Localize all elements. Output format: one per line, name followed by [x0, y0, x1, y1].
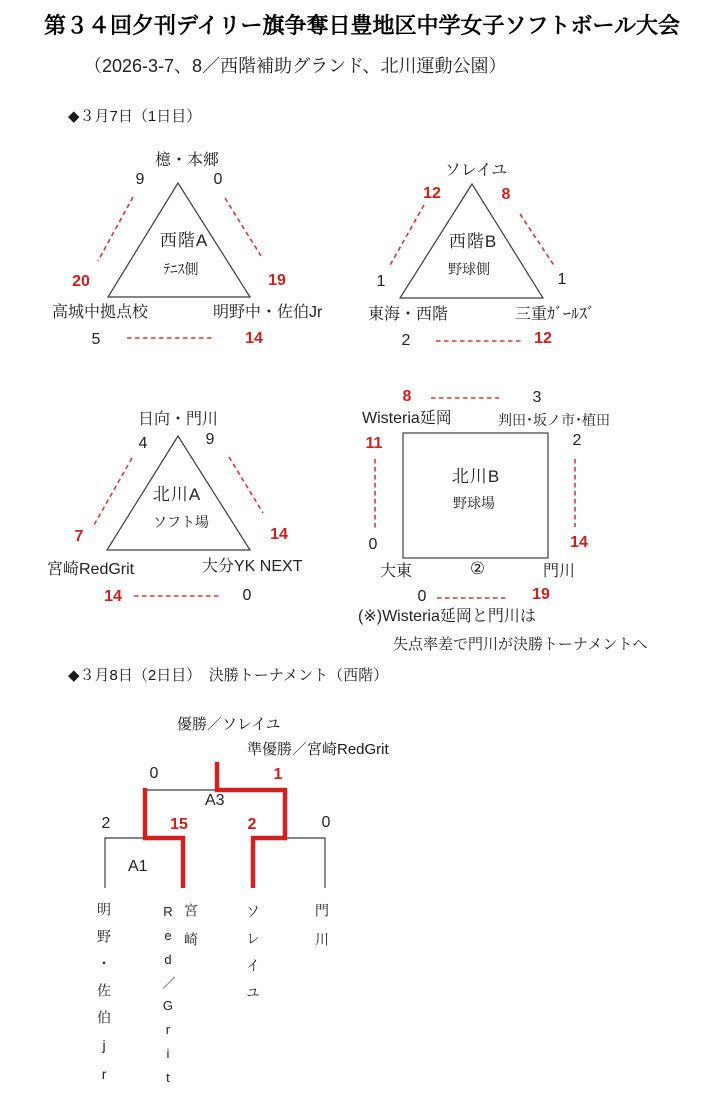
group-d-score-br-vs-tr: 14: [570, 534, 588, 551]
group-b-score-left-vs-top: 1: [376, 273, 386, 290]
group-c-score-top-vs-right: 9: [205, 431, 215, 448]
group-a-field: ﾃﾆｽ側: [163, 261, 199, 277]
bracket-team1-label: 明野・佐伯jr: [96, 902, 113, 1095]
group-a-score-right-vs-top: 19: [268, 272, 286, 289]
day1-heading: ◆３月7日（1日目）: [68, 108, 202, 125]
group-d-score-tr-vs-br: 2: [572, 432, 582, 449]
group-d-game-number: ②: [469, 559, 487, 578]
bracket-team2-latin-label: Red／Grit: [160, 904, 176, 1094]
semifinal-right-score2: 0: [321, 814, 331, 831]
page-title: 第３４回夕刊デイリー旗争奪日豊地区中学女子ソフトボール大会: [44, 13, 681, 38]
day2-heading: ◆３月8日（2日目） 決勝トーナメント（西階）: [68, 667, 389, 684]
group-a-team-left: 高城中拠点校: [52, 304, 149, 321]
group-c-name: 北川A: [152, 485, 202, 504]
group-d-team-bottom-right: 門川: [543, 563, 576, 580]
group-a-team-right: 明野中・佐伯Jr: [213, 304, 323, 321]
bracket-team2-kanji-label: 宮崎: [183, 903, 200, 961]
bracket-winner-path-runnerup: [145, 788, 183, 888]
bracket-team4-label: 門川: [314, 903, 331, 961]
group-a-score-top-vs-left: 9: [135, 171, 145, 188]
group-d-team-top-right: 判田･坂ノ市･植田: [498, 412, 610, 428]
group-b-score-left-vs-right: 2: [401, 332, 411, 349]
group-d-field: 野球場: [453, 495, 495, 511]
group-d-score-tl-vs-tr: 8: [402, 388, 412, 405]
group-b-match-line-right: [520, 214, 555, 267]
group-b-field: 野球側: [448, 261, 490, 277]
group-a-team-top: 檍・本郷: [154, 152, 220, 169]
group-a-score-left-vs-right: 5: [91, 331, 101, 348]
group-c-team-top: 日向・門川: [137, 411, 219, 428]
group-a-match-line-right: [225, 198, 261, 256]
group-c-score-left-vs-top: 7: [74, 528, 84, 545]
group-c-score-top-vs-left: 4: [138, 435, 148, 452]
group-a-match-line-left: [98, 197, 133, 261]
group-d-score-bl-vs-tl: 0: [368, 536, 378, 553]
final-left-score: 0: [149, 765, 159, 782]
final-match-label: A3: [205, 792, 225, 809]
group-d-team-bottom-left: 大東: [380, 563, 413, 580]
semifinal-right-score1: 2: [247, 816, 257, 833]
group-a-score-top-vs-right: 0: [213, 171, 223, 188]
group-b-name: 西階B: [448, 232, 498, 251]
group-b-score-top-vs-left: 12: [423, 185, 441, 202]
group-c-match-line-left: [94, 458, 132, 525]
champion-label: 優勝／ソレイユ: [177, 716, 281, 733]
group-c-field: ソフト場: [153, 514, 209, 530]
group-b-team-top: ソレイユ: [444, 162, 508, 179]
group-b-score-top-vs-right: 8: [501, 186, 511, 203]
group-c-score-right-vs-top: 14: [270, 526, 288, 543]
group-b-team-right: 三重ｶﾞｰﾙｽﾞ: [515, 306, 596, 323]
group-d-name: 北川B: [451, 467, 501, 486]
semifinal-left-score1: 2: [101, 815, 111, 832]
group-c-score-left-vs-right: 14: [104, 588, 122, 605]
group-c-match-line-right: [229, 457, 263, 513]
group-c-score-right-vs-left: 0: [242, 587, 252, 604]
group-d-score-tl-vs-bl: 11: [365, 435, 383, 452]
semifinal-left-label: A1: [128, 858, 148, 875]
tiebreak-note-line2: 失点率差で門川が決勝トーナメントへ: [393, 636, 648, 653]
group-b-score-right-vs-left: 12: [534, 330, 552, 347]
tournament-subtitle: （2026-3-7、8／西階補助グランド、北川運動公園）: [84, 56, 507, 76]
tiebreak-note-line1: (※)Wisteria延岡と門川は: [358, 608, 536, 625]
group-d-score-tr-vs-tl: 3: [532, 389, 542, 406]
bracket-team3-label: ソレイユ: [245, 904, 262, 1012]
bracket-line-team4: [285, 838, 325, 888]
group-d-score-bl-vs-br: 0: [417, 588, 427, 605]
runner-up-label: 準優勝／宮崎RedGrit: [247, 741, 389, 758]
group-d-team-top-left: Wisteria延岡: [362, 410, 452, 427]
group-b-team-left: 東海・西階: [368, 306, 449, 323]
group-a-score-left-vs-top: 20: [72, 273, 90, 290]
final-right-score: 1: [273, 766, 283, 783]
group-a-name: 西階A: [159, 231, 209, 250]
semifinal-left-score2: 15: [170, 816, 188, 833]
group-a-score-right-vs-left: 14: [245, 330, 263, 347]
group-d-score-br-vs-bl: 19: [532, 586, 550, 603]
group-b-score-right-vs-top: 1: [557, 271, 567, 288]
group-c-team-left: 宮崎RedGrit: [47, 561, 135, 578]
group-c-team-right: 大分YK NEXT: [202, 558, 303, 575]
group-b-match-line-left: [389, 205, 424, 267]
